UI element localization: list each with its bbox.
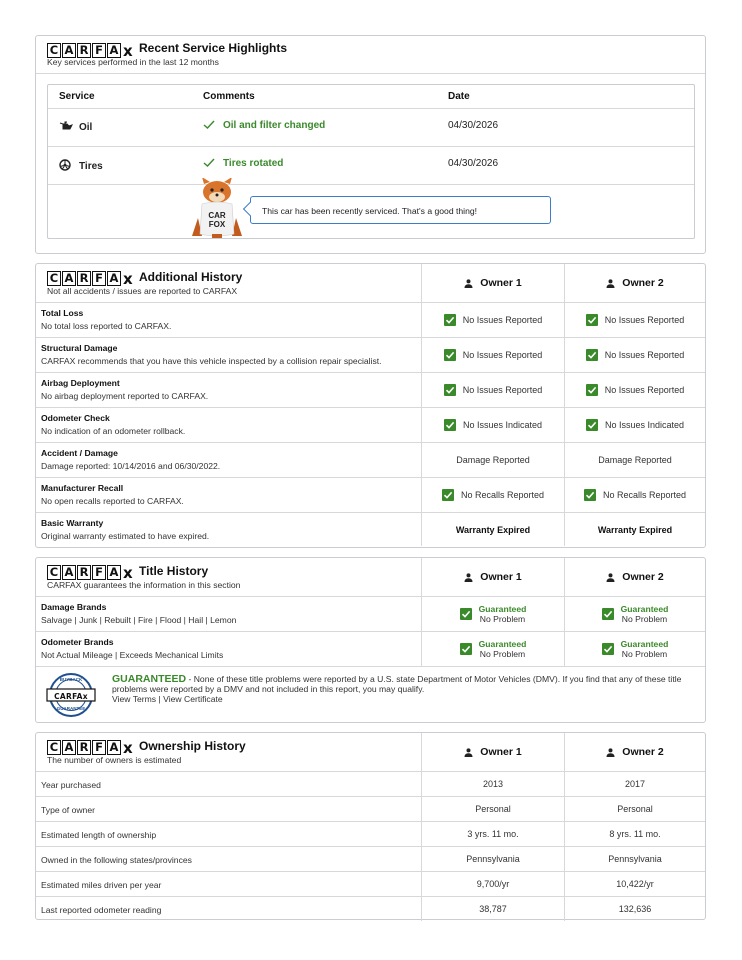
status-text: No Recalls Reported xyxy=(460,490,545,500)
checkbox-check-icon xyxy=(586,384,598,396)
checkbox-check-icon xyxy=(444,384,456,396)
owner-value-cell xyxy=(421,897,564,921)
logo-suffix: x xyxy=(123,564,133,582)
logo-letter: C xyxy=(47,740,61,755)
no-problem-text: No Problem xyxy=(479,649,526,659)
column-header-date: Date xyxy=(448,91,470,102)
table-row xyxy=(36,846,705,871)
owner-value-cell xyxy=(564,408,705,442)
owner-value-cell xyxy=(564,478,705,512)
row-title: Year purchased xyxy=(41,780,101,790)
section-title: Recent Service Highlights xyxy=(139,41,288,55)
person-icon xyxy=(464,748,473,757)
row-label xyxy=(36,772,421,796)
row-title: Total Loss xyxy=(41,308,84,318)
section-subtitle: The number of owners is estimated xyxy=(47,755,182,765)
logo-letter: C xyxy=(47,271,61,286)
row-description: No airbag deployment reported to CARFAX. xyxy=(41,391,209,401)
table-row xyxy=(36,477,705,512)
section-header-row xyxy=(36,264,705,302)
owner-value-cell xyxy=(564,872,705,896)
logo-letter: F xyxy=(92,740,106,755)
row-title: Accident / Damage xyxy=(41,448,118,458)
divider xyxy=(36,73,705,74)
row-label xyxy=(36,597,421,631)
row-title: Odometer Brands xyxy=(41,637,114,647)
owner-2-header xyxy=(564,264,705,302)
value-text: 8 yrs. 11 mo. xyxy=(609,829,661,839)
status-text: Damage Reported xyxy=(456,455,530,465)
owner-value-cell xyxy=(564,822,705,846)
status-text: No Recalls Reported xyxy=(602,490,687,500)
section-title: Ownership History xyxy=(139,739,246,753)
row-title: Manufacturer Recall xyxy=(41,483,124,493)
comment-text: Oil and filter changed xyxy=(223,120,326,131)
comment-text: Tires rotated xyxy=(223,158,284,169)
row-title: Estimated length of ownership xyxy=(41,830,157,840)
logo-letter: R xyxy=(77,565,91,580)
check-icon xyxy=(203,158,215,167)
row-title: Structural Damage xyxy=(41,343,118,353)
date-cell: 04/30/2026 xyxy=(448,120,499,131)
owner-value-cell xyxy=(421,797,564,821)
table-row xyxy=(36,871,705,896)
person-icon xyxy=(606,748,615,757)
value-text: Personal xyxy=(475,804,511,814)
row-description: Damage reported: 10/14/2016 and 06/30/2022. xyxy=(41,461,221,471)
owner-value-cell xyxy=(564,373,705,407)
logo-letter: C xyxy=(47,565,61,580)
row-label xyxy=(36,797,421,821)
checkbox-check-icon xyxy=(586,349,598,361)
carfax-logo xyxy=(47,739,133,755)
status-text: No Issues Indicated xyxy=(604,420,685,430)
additional-history-card xyxy=(35,263,706,548)
owner-1-header xyxy=(421,264,564,302)
carfax-logo xyxy=(47,270,133,286)
owner-value-cell xyxy=(564,443,705,477)
status-text: Warranty Expired xyxy=(455,524,531,535)
logo-letter: A xyxy=(62,43,76,58)
header-left xyxy=(36,264,421,302)
guarantee-description: - None of these title problems were reported by a U.S. state Department of Motor Vehicles (DMV). If you find that any of these title problems were reported by a DMV and not included in this report, you may qualify. xyxy=(112,674,682,694)
checkbox-check-icon xyxy=(602,643,614,655)
person-icon xyxy=(464,279,473,288)
logo-letter: F xyxy=(92,271,106,286)
value-text: 2017 xyxy=(624,779,646,789)
table-row xyxy=(36,302,705,337)
service-cell xyxy=(59,121,92,133)
owner-value-cell xyxy=(564,597,705,631)
recent-service-card xyxy=(35,35,706,254)
mascot-shirt-text: CAR FOX xyxy=(208,211,226,229)
row-description: No total loss reported to CARFAX. xyxy=(41,321,172,331)
title-history-card xyxy=(35,557,706,723)
checkbox-check-icon xyxy=(586,314,598,326)
row-label xyxy=(36,872,421,896)
logo-letter: R xyxy=(77,271,91,286)
owner-value-cell xyxy=(564,338,705,372)
row-label xyxy=(36,478,421,512)
owner-1-header xyxy=(421,558,564,596)
column-header-comments: Comments xyxy=(203,91,255,102)
row-label xyxy=(36,513,421,546)
checkbox-check-icon xyxy=(602,608,614,620)
checkbox-check-icon xyxy=(586,419,598,431)
owner-value-cell xyxy=(564,632,705,666)
guarantee-status xyxy=(479,604,527,624)
guarantee-text xyxy=(112,674,697,704)
logo-suffix: x xyxy=(123,42,133,60)
table-row xyxy=(36,372,705,407)
check-icon xyxy=(203,120,215,129)
status-text: No Issues Reported xyxy=(462,315,543,325)
status-text: No Issues Indicated xyxy=(462,420,543,430)
row-title: Odometer Check xyxy=(41,413,110,423)
logo-letter: A xyxy=(62,565,76,580)
guaranteed-text: Guaranteed xyxy=(478,639,527,649)
row-description: Original warranty estimated to have expired. xyxy=(41,531,210,541)
status-text: No Issues Reported xyxy=(604,350,685,360)
owner-label: Owner 1 xyxy=(480,571,522,583)
date-cell: 04/30/2026 xyxy=(448,158,499,169)
logo-suffix: x xyxy=(82,692,88,701)
table-row xyxy=(36,596,705,631)
table-row xyxy=(36,407,705,442)
logo-letter: A xyxy=(107,43,121,58)
row-label xyxy=(36,897,421,921)
table-row xyxy=(48,109,694,147)
section-header-row xyxy=(36,558,705,596)
logo-letter: A xyxy=(107,271,121,286)
view-terms-link[interactable]: View Terms xyxy=(112,694,157,704)
owner-label: Owner 2 xyxy=(622,571,664,583)
table-header-row xyxy=(48,85,694,109)
owner-value-cell xyxy=(564,513,705,546)
logo-suffix: x xyxy=(123,739,133,757)
logo-suffix: x xyxy=(123,270,133,288)
checkbox-check-icon xyxy=(444,349,456,361)
tire-icon xyxy=(59,159,71,171)
logo-letter: A xyxy=(107,565,121,580)
guaranteed-text: Guaranteed xyxy=(478,604,527,614)
row-label xyxy=(36,303,421,337)
row-title: Type of owner xyxy=(41,805,95,815)
guaranteed-text: Guaranteed xyxy=(620,604,669,614)
status-text: No Issues Reported xyxy=(462,350,543,360)
status-text: No Issues Reported xyxy=(462,385,543,395)
person-icon xyxy=(464,573,473,582)
logo-letter: A xyxy=(76,692,83,701)
logo-letter: F xyxy=(92,565,106,580)
person-icon xyxy=(606,573,615,582)
carfax-logo xyxy=(47,564,133,580)
value-text: 2013 xyxy=(482,779,504,789)
checkbox-check-icon xyxy=(460,643,472,655)
owner-value-cell xyxy=(421,478,564,512)
row-title: Airbag Deployment xyxy=(41,378,120,388)
owner-label: Owner 1 xyxy=(480,746,522,758)
logo-letter: C xyxy=(47,43,61,58)
person-icon xyxy=(606,279,615,288)
no-problem-text: No Problem xyxy=(621,649,668,659)
value-text: 132,636 xyxy=(618,904,652,914)
value-text: 3 yrs. 11 mo. xyxy=(467,829,519,839)
owner-value-cell xyxy=(421,772,564,796)
section-subtitle: CARFAX guarantees the information in this section xyxy=(47,580,241,590)
owner-label: Owner 2 xyxy=(622,277,664,289)
owner-value-cell xyxy=(421,822,564,846)
checkbox-check-icon xyxy=(442,489,454,501)
table-row xyxy=(36,771,705,796)
status-text: Damage Reported xyxy=(598,455,672,465)
owner-value-cell xyxy=(421,338,564,372)
section-title: Additional History xyxy=(139,270,243,284)
column-header-service: Service xyxy=(59,91,95,102)
checkbox-check-icon xyxy=(460,608,472,620)
row-title: Damage Brands xyxy=(41,602,107,612)
guarantee-status xyxy=(621,604,669,624)
section-subtitle: Key services performed in the last 12 months xyxy=(47,57,219,67)
row-label xyxy=(36,373,421,407)
table-row xyxy=(36,442,705,477)
status-text: Warranty Expired xyxy=(597,524,673,535)
owner-value-cell xyxy=(421,513,564,546)
row-description: No indication of an odometer rollback. xyxy=(41,426,186,436)
no-problem-text: No Problem xyxy=(479,614,526,624)
comment-cell xyxy=(203,120,325,131)
checkbox-check-icon xyxy=(584,489,596,501)
carfax-logo xyxy=(47,42,133,58)
row-description: CARFAX recommends that you have this vehicle inspected by a collision repair specialist. xyxy=(41,356,382,366)
value-text: Pennsylvania xyxy=(608,854,662,864)
logo-letter: R xyxy=(77,740,91,755)
logo-letter: A xyxy=(62,740,76,755)
table-row xyxy=(36,631,705,666)
link-separator: | xyxy=(156,694,164,704)
row-label xyxy=(36,408,421,442)
owner-value-cell xyxy=(421,597,564,631)
owner-value-cell xyxy=(564,847,705,871)
mascot-speech-bubble: This car has been recently serviced. That's a good thing! xyxy=(250,196,551,224)
checkbox-check-icon xyxy=(444,419,456,431)
view-certificate-link[interactable]: View Certificate xyxy=(163,694,223,704)
value-text: Pennsylvania xyxy=(466,854,520,864)
owner-value-cell xyxy=(564,772,705,796)
no-problem-text: No Problem xyxy=(621,614,668,624)
owner-value-cell xyxy=(421,303,564,337)
row-title: Last reported odometer reading xyxy=(41,905,162,915)
table-row xyxy=(36,821,705,846)
section-subtitle: Not all accidents / issues are reported to CARFAX xyxy=(47,286,238,296)
checkbox-check-icon xyxy=(444,314,456,326)
row-label xyxy=(36,822,421,846)
comment-cell xyxy=(203,158,283,169)
row-title: Owned in the following states/provinces xyxy=(41,855,192,865)
logo-letter: A xyxy=(107,740,121,755)
row-label xyxy=(36,632,421,666)
service-name: Tires xyxy=(79,161,103,172)
section-title: Title History xyxy=(139,564,209,578)
value-text: 9,700/yr xyxy=(476,879,510,889)
owner-value-cell xyxy=(564,797,705,821)
owner-value-cell xyxy=(421,408,564,442)
guarantee-status xyxy=(621,639,669,659)
table-row xyxy=(48,147,694,185)
table-row xyxy=(36,896,705,921)
ownership-history-card xyxy=(35,732,706,920)
seal-logo-text xyxy=(48,692,94,701)
row-label xyxy=(36,847,421,871)
guarantee-status xyxy=(479,639,527,659)
owner-value-cell xyxy=(421,373,564,407)
row-title: Basic Warranty xyxy=(41,518,104,528)
owner-1-header xyxy=(421,733,564,771)
logo-letter: F xyxy=(92,43,106,58)
row-description: No open recalls reported to CARFAX. xyxy=(41,496,184,506)
logo-letter: A xyxy=(62,271,76,286)
owner-value-cell xyxy=(564,303,705,337)
carfox-mascot xyxy=(188,178,246,240)
owner-value-cell xyxy=(564,897,705,921)
row-label xyxy=(36,338,421,372)
logo-letter: C xyxy=(54,692,60,701)
section-header-row xyxy=(36,733,705,771)
table-row xyxy=(36,512,705,546)
logo-letter: A xyxy=(59,692,66,701)
owner-value-cell xyxy=(421,847,564,871)
value-text: 10,422/yr xyxy=(616,879,654,889)
owner-value-cell xyxy=(421,443,564,477)
row-description: Not Actual Mileage | Exceeds Mechanical Limits xyxy=(41,650,224,660)
owner-value-cell xyxy=(421,632,564,666)
service-cell xyxy=(59,159,103,172)
seal-top-text: BUYBACK xyxy=(59,677,83,682)
value-text: Personal xyxy=(617,804,653,814)
seal-bottom-text: GUARANTEE xyxy=(56,706,86,711)
row-title: Estimated miles driven per year xyxy=(41,880,162,890)
owner-2-header xyxy=(564,733,705,771)
service-name: Oil xyxy=(79,122,93,133)
row-description: Salvage | Junk | Rebuilt | Fire | Flood | Hail | Lemon xyxy=(41,615,237,625)
logo-letter: R xyxy=(77,43,91,58)
owner-label: Owner 1 xyxy=(480,277,522,289)
owner-2-header xyxy=(564,558,705,596)
guaranteed-text: Guaranteed xyxy=(620,639,669,649)
table-row xyxy=(36,337,705,372)
header-left xyxy=(36,558,421,596)
row-label xyxy=(36,443,421,477)
header-left xyxy=(36,733,421,771)
status-text: No Issues Reported xyxy=(604,315,685,325)
status-text: No Issues Reported xyxy=(604,385,685,395)
oil-can-icon xyxy=(59,121,73,131)
guarantee-word: GUARANTEED xyxy=(112,673,187,685)
value-text: 38,787 xyxy=(479,904,507,914)
logo-letter: F xyxy=(72,692,77,701)
owner-value-cell xyxy=(421,872,564,896)
owner-label: Owner 2 xyxy=(622,746,664,758)
logo-letter: R xyxy=(66,692,73,701)
table-row xyxy=(36,796,705,821)
